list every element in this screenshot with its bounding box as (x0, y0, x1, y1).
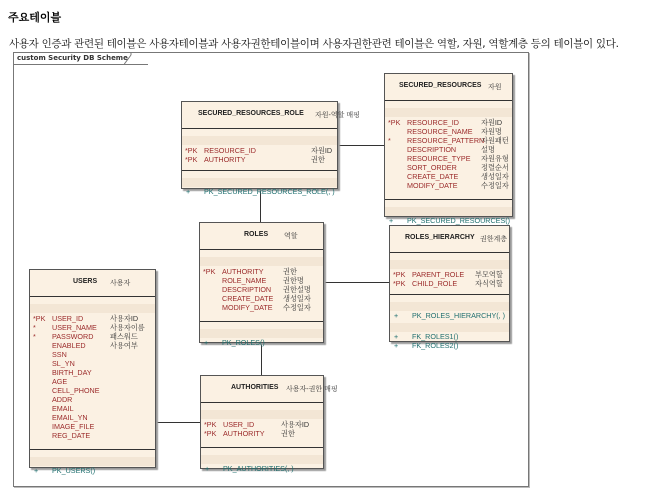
column-row: * PASSWORD 패스워드 (33, 332, 138, 341)
column-row: RESOURCE_NAME 자원명 (407, 127, 502, 136)
table-roles[interactable] (199, 222, 324, 347)
column-row: *PK AUTHORITY 권한 (204, 429, 295, 438)
column-row: DESCRIPTION 설명 (407, 145, 495, 154)
table-alias: 사용자-권한 매핑 (286, 386, 338, 393)
column-row: SORT_ORDER 정렬순서 (407, 163, 509, 172)
table-name: AUTHORITIES (231, 384, 279, 391)
table-alias: 자원-역할 매핑 (315, 112, 360, 119)
table-alias: 자원 (488, 84, 502, 91)
table-name: SECURED_RESOURCES_ROLE (198, 110, 304, 117)
column-row: AGE (52, 377, 68, 386)
diagram-title: custom Security DB Scheme (13, 52, 148, 65)
column-row: *PK AUTHORITY 권한 (185, 155, 325, 164)
table-name: USERS (73, 278, 98, 285)
table-alias: 권한계층 (480, 236, 508, 243)
column-row: SSN (52, 350, 67, 359)
column-row: MODIFY_DATE 수정일자 (222, 303, 311, 312)
column-row: REG_DATE (52, 431, 91, 440)
column-row: EMAIL_YN (52, 413, 88, 422)
column-row: ENABLED 사용여부 (52, 341, 138, 350)
column-row: *PK RESOURCE_ID 자원ID (185, 146, 333, 155)
column-row: *PK AUTHORITY 권한 (203, 267, 297, 276)
column-row: CREATE_DATE 생성일자 (407, 172, 509, 181)
connector-srr-sr (337, 145, 384, 146)
column-row: SL_YN (52, 359, 75, 368)
column-row: ROLE_NAME 권한명 (222, 276, 304, 285)
table-authorities[interactable] (200, 375, 338, 473)
table-alias: 역할 (284, 233, 298, 240)
table-roles-hierarchy[interactable] (389, 225, 510, 350)
operation-row: + PK_SECURED_RESOURCES() (389, 216, 511, 225)
column-row: *PK USER_ID 사용자ID (33, 314, 139, 323)
table-alias: 사용자 (110, 280, 131, 287)
foreign-key-row: + FK_ROLES1() (394, 332, 459, 341)
column-row: * RESOURCE_PATTERN 자원패턴 (388, 136, 509, 145)
foreign-key-row: + FK_ROLES2() (394, 341, 459, 350)
table-users[interactable] (29, 269, 156, 475)
column-row: CREATE_DATE 생성일자 (222, 294, 311, 303)
operation-row: + PK_SECURED_RESOURCES_ROLE(, ) (186, 187, 335, 196)
table-name: SECURED_RESOURCES (399, 82, 482, 89)
column-row: *PK RESOURCE_ID 자원ID (388, 118, 503, 127)
page-heading: 주요테이블 (8, 11, 62, 24)
column-row: BIRTH_DAY (52, 368, 92, 377)
column-row: * USER_NAME 사용자이름 (33, 323, 145, 332)
column-row: EMAIL (52, 404, 74, 413)
column-row: MODIFY_DATE 수정일자 (407, 181, 509, 190)
column-row: *PK PARENT_ROLE 부모역할 (393, 270, 503, 279)
table-secured-resources[interactable] (384, 73, 513, 225)
column-row: ADDR (52, 395, 73, 404)
column-row: RESOURCE_TYPE 자원유형 (407, 154, 509, 163)
operation-row: + PK_USERS() (34, 466, 96, 475)
table-secured-resources-role[interactable] (181, 101, 360, 196)
frame-tab-corner-icon (124, 52, 132, 65)
operation-row: + PK_ROLES_HIERARCHY(, ) (394, 311, 506, 320)
column-row: CELL_PHONE (52, 386, 100, 395)
connector-users-authorities (155, 422, 200, 423)
connector-roles-hierarchy (323, 282, 389, 283)
page-description: 사용자 인증과 관련된 테이블은 사용자테이블과 사용자권한테이블이며 사용자권한관련 테이블은 역할, 자원, 역할계층 등의 테이블이 있다. (9, 38, 619, 50)
operation-row: + PK_AUTHORITIES(, ) (205, 464, 294, 473)
table-name: ROLES (244, 231, 269, 238)
column-row: *PK CHILD_ROLE 자식역할 (393, 279, 503, 288)
table-name: ROLES_HIERARCHY (405, 234, 475, 241)
column-row: DESCRIPTION 권한설명 (222, 285, 311, 294)
column-row: IMAGE_FILE (52, 422, 95, 431)
column-row: *PK USER_ID 사용자ID (204, 420, 310, 429)
operation-row: + PK_ROLES() (204, 338, 265, 347)
